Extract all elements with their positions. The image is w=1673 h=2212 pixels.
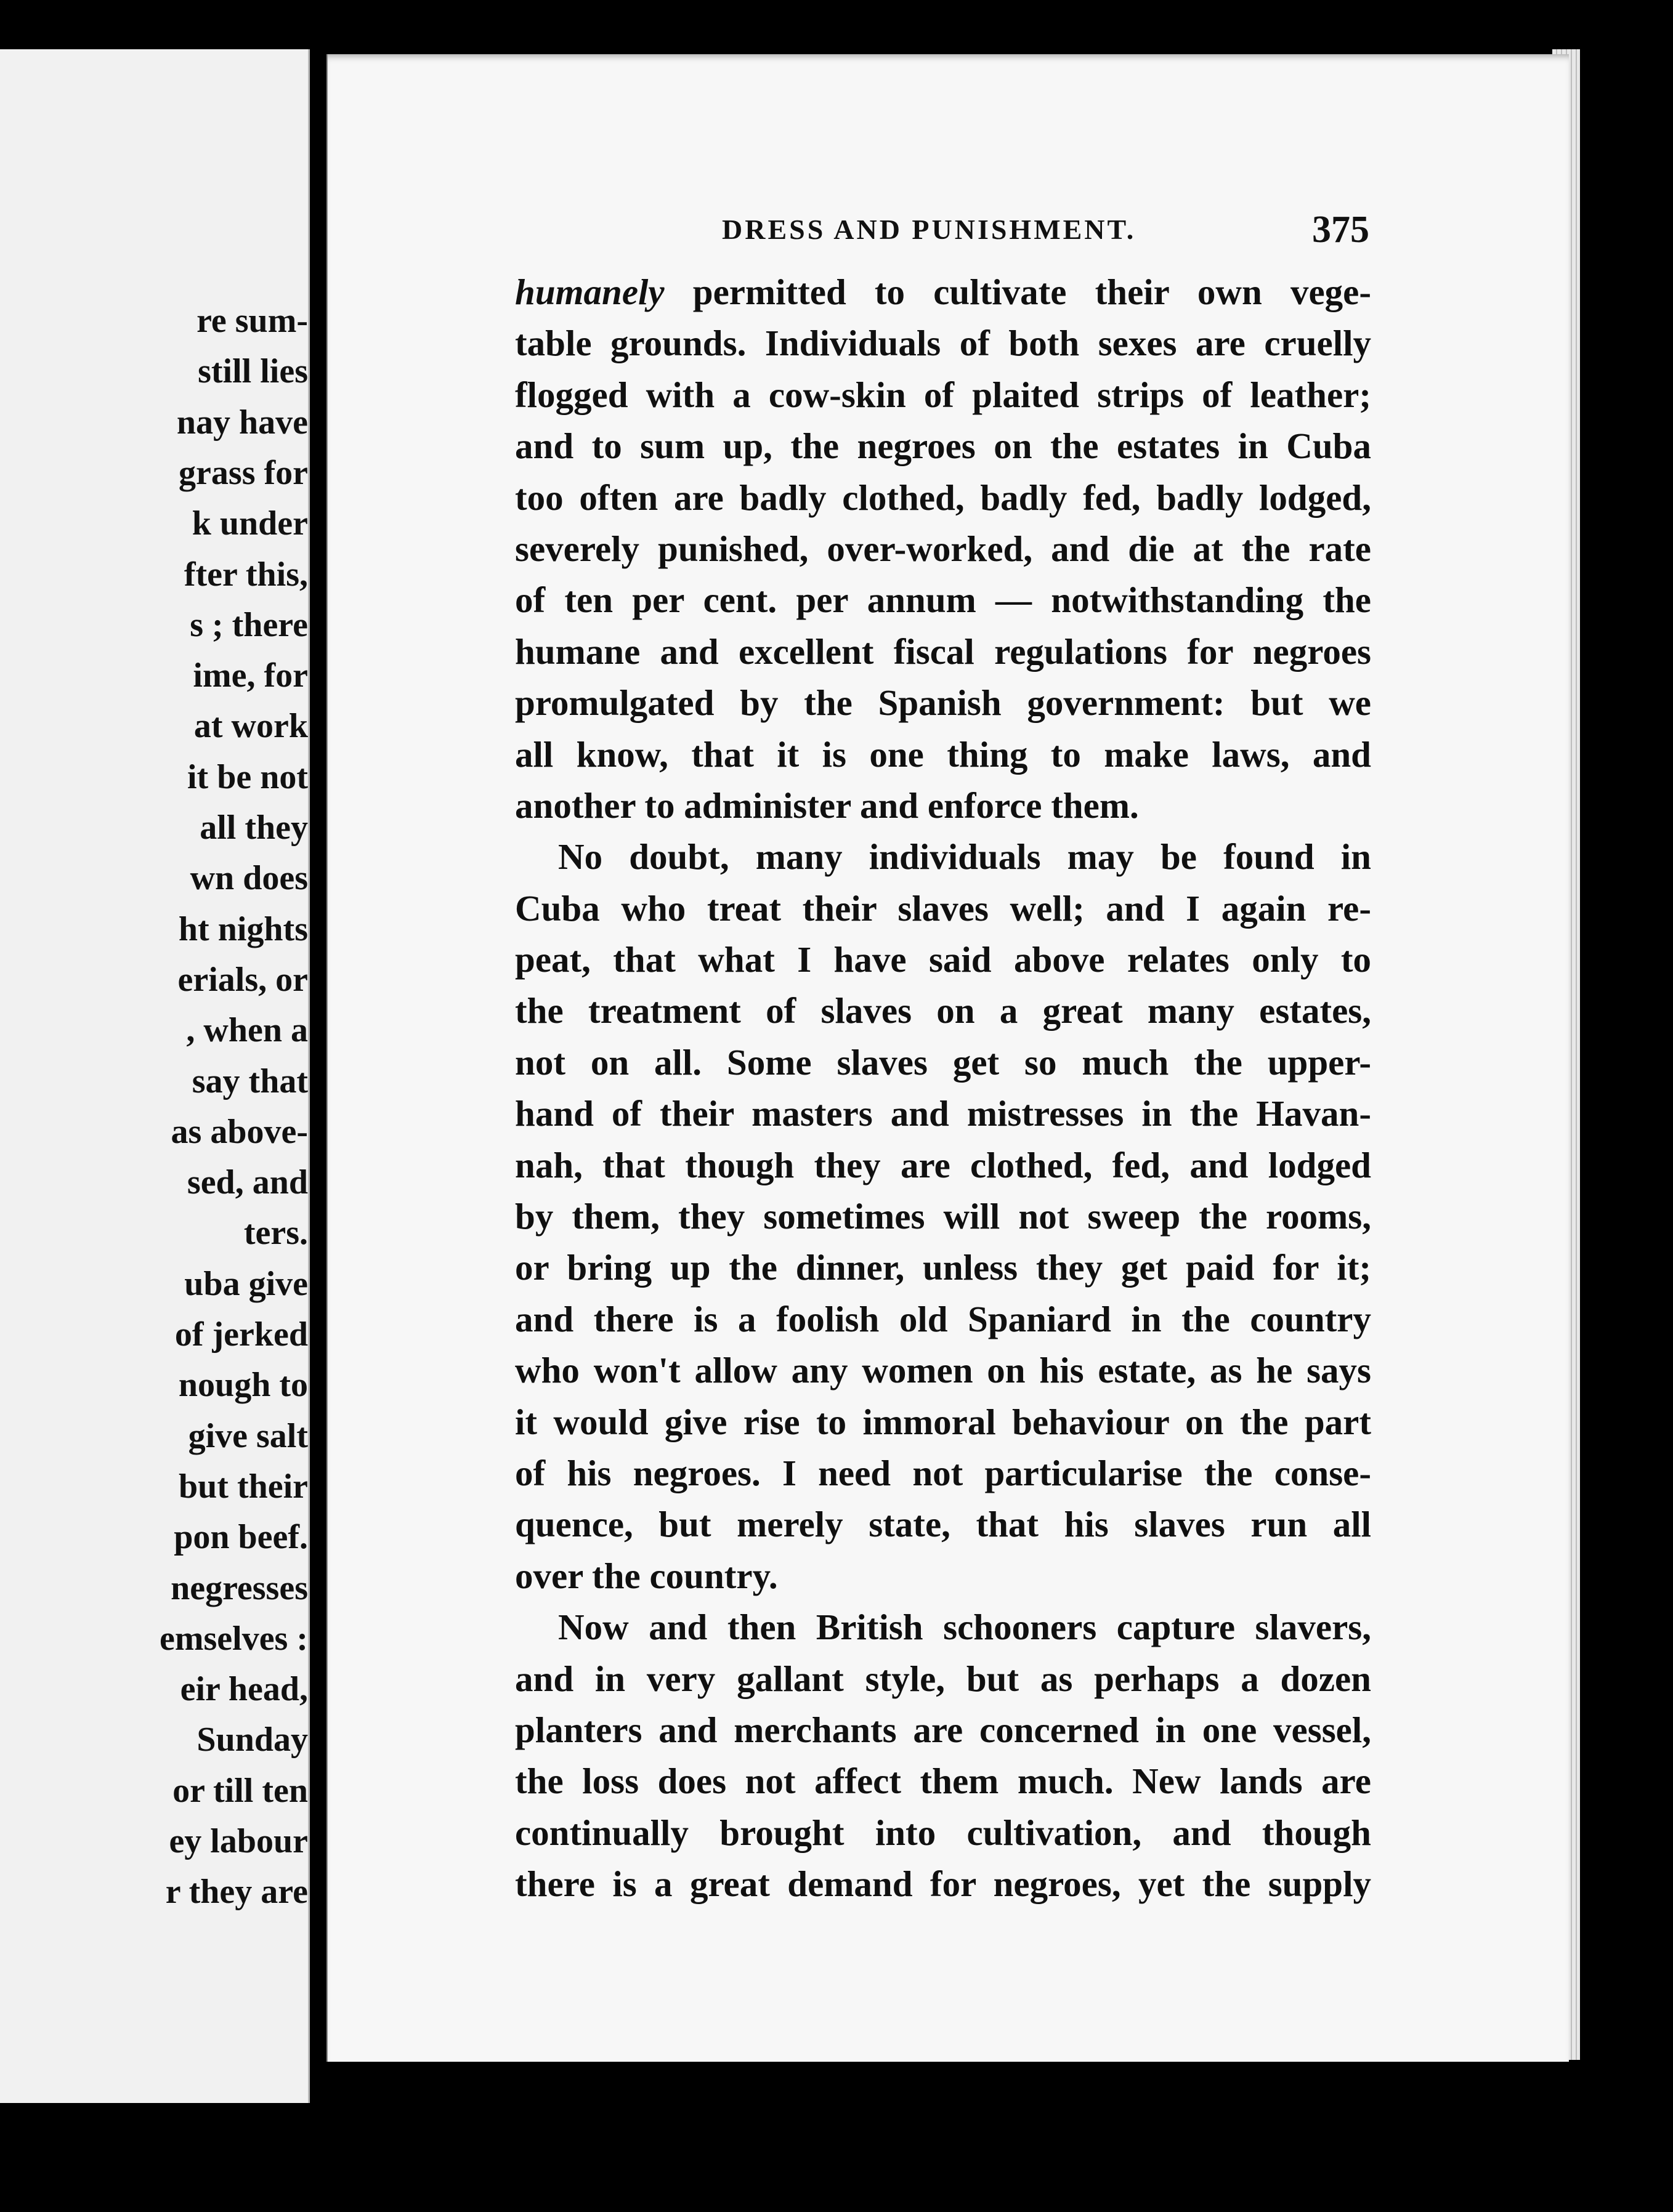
body-text [515,267,1371,1910]
left-text-fragment: or till ten [172,1771,308,1810]
right-page [326,54,1569,2062]
left-text-fragment: s ; there [190,605,308,644]
running-head: DRESS AND PUNISHMENT. [722,214,1136,245]
left-text-fragment: nough to [178,1366,308,1405]
text-line: peat, that what I have said above relates only to [515,939,1371,980]
paragraph-3 [515,1602,1371,1910]
left-facing-page [0,49,310,2103]
text-line: promulgated by the Spanish government: but we [515,682,1371,724]
left-text-fragment: at work [193,707,308,746]
text-line: it would give rise to immoral behaviour on the part [515,1401,1371,1442]
text-line: of his negroes. I need not particularise the conse- [515,1452,1371,1493]
text-line: quence, but merely state, that his slaves run all [515,1504,1371,1545]
text-line: there is a great demand for negroes, yet the supply [515,1863,1371,1905]
left-text-fragment: it be not [187,757,308,796]
text-line: and there is a foolish old Spaniard in the country [515,1298,1371,1339]
left-text-fragment: nay have [176,403,308,442]
text-line: of ten per cent. per annum — notwithstanding the [515,579,1371,621]
left-text-fragment: wn does [190,859,308,898]
text-line: who won't allow any women on his estate, as he says [515,1350,1371,1391]
left-text-fragment: r they are [165,1873,308,1911]
paragraph-2 [515,831,1371,1602]
left-text-fragment: give salt [188,1416,308,1455]
left-text-fragment: of jerked [174,1315,308,1354]
text-line: too often are badly clothed, badly fed, badly lodged, [515,477,1371,518]
text-line: flogged with a cow-skin of plaited strips of leather; [515,374,1371,415]
text-line: continually brought into cultivation, and though [515,1812,1371,1853]
text-line: planters and merchants are concerned in one vessel, [515,1709,1371,1750]
text-line: Cuba who treat their slaves well; and I again re- [515,887,1371,929]
left-text-fragment: ey labour [169,1822,308,1860]
text-line: the treatment of slaves on a great many estates, [515,990,1371,1031]
text-line: nah, that though they are clothed, fed, and lodged [515,1144,1371,1185]
text-line: and in very gallant style, but as perhaps a dozen [515,1658,1371,1699]
left-text-fragment: as above- [171,1112,308,1151]
text-line: table grounds. Individuals of both sexes are cruelly [515,323,1371,364]
left-text-fragment: ime, for [193,656,308,695]
text-line [515,267,1371,318]
text-line: or bring up the dinner, unless they get paid for it; [515,1247,1371,1288]
left-text-fragment: emselves : [159,1619,308,1658]
page-number: 375 [1312,209,1369,251]
text-line: severely punished, over-worked, and die at the rate [515,528,1371,569]
left-text-fragment: say that [192,1062,308,1100]
left-text-fragment: negresses [171,1568,308,1607]
left-text-fragment: grass for [179,453,308,492]
left-text-fragment: sed, and [187,1163,308,1202]
text-line: not on all. Some slaves get so much the upper- [515,1041,1371,1083]
text-line: humane and excellent fiscal regulations for negroes [515,631,1371,672]
text-line: the loss does not affect them much. New lands are [515,1761,1371,1802]
left-text-fragment: pon beef. [174,1518,308,1557]
left-text-fragment: still lies [198,352,308,391]
text-line: and to sum up, the negroes on the estates in Cuba [515,426,1371,467]
text-line: another to administer and enforce them. [515,785,1139,826]
left-text-fragment: k under [192,504,308,543]
left-text-fragment: but their [179,1467,308,1506]
left-text-fragment: eir head, [180,1670,308,1709]
left-text-fragment: all they [200,809,308,847]
left-text-fragment: fter this, [184,555,308,594]
text-line: over the country. [515,1555,778,1596]
left-text-fragment: ters. [243,1214,308,1253]
left-text-fragment: ht nights [178,910,308,948]
text-line: by them, they sometimes will not sweep the rooms, [515,1196,1371,1237]
left-text-fragment: uba give [184,1264,308,1303]
italic-word: humanely [515,272,665,312]
text-line: Now and then British schooners capture slavers, [558,1607,1371,1648]
left-text-fragment: erials, or [177,960,308,999]
text-line: hand of their masters and mistresses in the Havan- [515,1093,1371,1134]
line-rest: permitted to cultivate their own vege- [664,272,1371,312]
paragraph-1 [515,318,1371,831]
left-text-fragment: , when a [186,1011,308,1050]
left-text-fragment: re sum- [196,302,308,340]
text-line: No doubt, many individuals may be found in [558,836,1371,878]
left-text-fragment: Sunday [196,1721,308,1759]
text-line: all know, that it is one thing to make laws, and [515,733,1371,775]
page-header [328,202,1375,257]
